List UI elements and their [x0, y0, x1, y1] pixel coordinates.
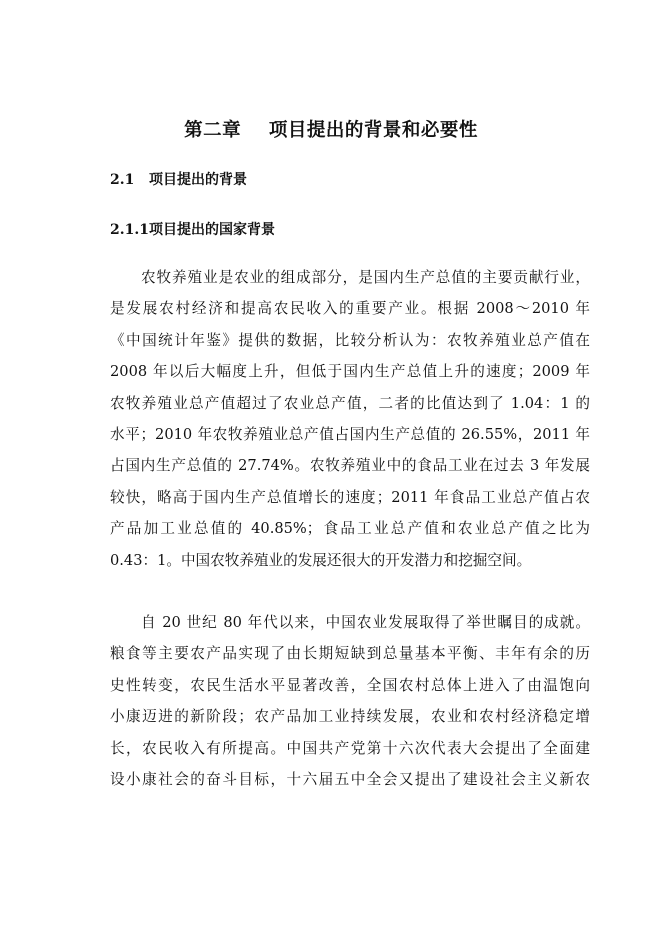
- paragraph-line: 农牧养殖业总产值超过了农业总产值，二者的比值达到了 1.04：1 的: [110, 394, 590, 412]
- paragraph-line: 0.43：1。中国农牧养殖业的发展还很大的开发潜力和挖掘空间。: [110, 551, 532, 569]
- paragraph-line: 《中国统计年鉴》提供的数据，比较分析认为：农牧养殖业总产值在: [110, 331, 590, 349]
- paragraph-line: 农牧养殖业是农业的组成部分，是国内生产总值的主要贡献行业，: [141, 269, 590, 286]
- paragraph-line: 较快，略高于国内生产总值增长的速度；2011 年食品工业总产值占农: [110, 488, 590, 506]
- paragraph-line: 长，农民收入有所提高。中国共产党第十六次代表大会提出了全面建: [110, 739, 590, 757]
- paragraph-line: 水平；2010 年农牧养殖业总产值占国内生产总值的 26.55%，2011 年: [110, 425, 590, 443]
- body-paragraph: [110, 607, 590, 795]
- paragraph-line: 粮食等主要农产品实现了由长期短缺到总量基本平衡、丰年有余的历: [110, 645, 590, 663]
- paragraph-line: 2008 年以后大幅度上升，但低于国内生产总值上升的速度；2009 年: [110, 363, 590, 381]
- paragraph-line: 史性转变，农民生活水平显著改善，全国农村总体上进入了由温饱向: [110, 676, 590, 694]
- paragraph-line: 自 20 世纪 80 年代以来，中国农业发展取得了举世瞩目的成就。: [141, 614, 590, 631]
- paragraph-line: 是发展农村经济和提高农民收入的重要产业。根据 2008～2010 年: [110, 300, 590, 318]
- paragraph-line: 产品加工业总值的 40.85%；食品工业总产值和农业总产值之比为: [110, 520, 590, 538]
- section-heading-2-1: 2.1 项目提出的背景: [110, 172, 247, 188]
- paragraph-line: 设小康社会的奋斗目标，十六届五中全会又提出了建设社会主义新农: [110, 770, 590, 788]
- paragraph-line: 占国内生产总值的 27.74%。农牧养殖业中的食品工业在过去 3 年发展: [110, 457, 590, 475]
- chapter-title: 第二章 项目提出的背景和必要性: [184, 120, 478, 141]
- paragraph-line: 小康迈进的新阶段；农产品加工业持续发展，农业和农村经济稳定增: [110, 708, 590, 726]
- body-paragraph: [110, 262, 590, 576]
- section-heading-2-1-1: 2.1.1项目提出的国家背景: [110, 222, 275, 238]
